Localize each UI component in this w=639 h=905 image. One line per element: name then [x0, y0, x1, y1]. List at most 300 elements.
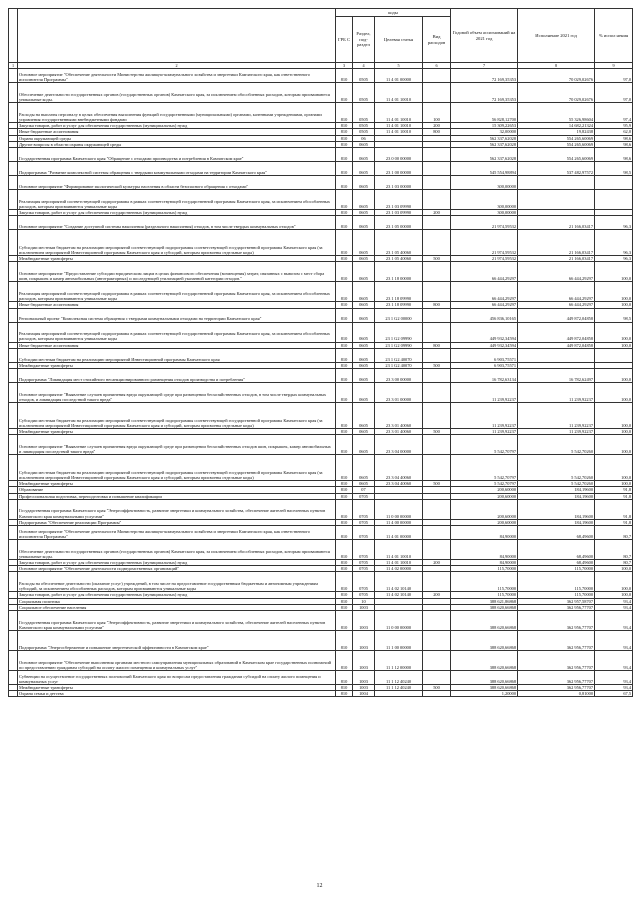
section-cell: 0705 [353, 519, 375, 525]
plan-amount-cell: 300,00000 [451, 210, 518, 216]
percent-cell: 97,4 [595, 103, 633, 123]
percent-cell: 93,4 [595, 671, 633, 685]
execution-amount-cell: 362 956,77707 [518, 685, 595, 691]
execution-amount-cell: 70 029,02676 [518, 69, 595, 83]
section-cell: 06 [353, 135, 375, 141]
expense-name-cell: Подпрограмма "Обеспечение реализации Программы" [18, 519, 336, 525]
percent-cell: 100,0 [595, 566, 633, 572]
execution-amount-cell: 5 542,70260 [518, 455, 595, 481]
expense-name-cell: Профессиональная подготовка, переподготовка и повышение квалификации [18, 493, 336, 499]
expense-name-cell: Иные бюджетные ассигнования [18, 342, 336, 348]
grbs-cell: 810 [336, 429, 353, 435]
section-cell: 0605 [353, 190, 375, 210]
percent-cell [595, 348, 633, 362]
expense-name-cell: Основное мероприятие "Формирование экологической культуры населения в области безопасного обращения с отходами" [18, 176, 336, 190]
expense-name-cell: Иные бюджетные ассигнования [18, 302, 336, 308]
expense-name-cell: Основное мероприятие "Предоставление субсидии юридическим лицам в целях финансового обеспечения (возмещения) затрат, связанных с вывозом с мест сбора шин, покрышек и камер автомобильных (автотракторных) и последующей утилизацией указанной категории отходов." [18, 262, 336, 282]
grbs-cell: 810 [336, 691, 353, 697]
expense-name-cell: Межбюджетные трансферты [18, 256, 336, 262]
expense-type-cell [423, 262, 451, 282]
grbs-cell: 810 [336, 302, 353, 308]
table-row [9, 691, 633, 697]
expense-type-cell: 500 [423, 685, 451, 691]
table-row [9, 526, 633, 540]
expense-type-cell: 100 [423, 103, 451, 123]
section-cell: 0705 [353, 540, 375, 560]
execution-amount-cell: 5 542,70260 [518, 435, 595, 455]
percent-cell: 80,7 [595, 526, 633, 540]
plan-amount-cell: 66 444,29297 [451, 302, 518, 308]
percent-cell: 100,0 [595, 572, 633, 592]
table-row [9, 216, 633, 230]
percent-cell: 93,4 [595, 631, 633, 651]
execution-amount-cell: 68,49600 [518, 526, 595, 540]
plan-amount-cell: 11 239,92237 [451, 403, 518, 429]
section-cell: 0605 [353, 322, 375, 342]
target-article-cell: 23 1 18 09990 [375, 302, 423, 308]
section-cell: 0605 [353, 481, 375, 487]
execution-amount-cell: 184,19600 [518, 487, 595, 493]
grbs-cell: 810 [336, 148, 353, 162]
execution-amount-cell: 362 956,77707 [518, 611, 595, 631]
grbs-cell: 810 [336, 631, 353, 651]
expense-name-cell: Обеспечение деятельности государственных органов (государственных органов) Камчатского края, за исключением обособленных расходов, которым присваиваются уникальные коды. [18, 540, 336, 560]
plan-amount-cell: 562 337,62028 [451, 135, 518, 141]
row-index-cell [9, 148, 18, 162]
expense-name-cell: Подпрограмма "Энергосбережение и повышение энергетической эффективности в Камчатском крае" [18, 631, 336, 651]
expense-name-cell: Межбюджетные трансферты [18, 362, 336, 368]
expense-name-cell: Охрана окружающей среды [18, 135, 336, 141]
plan-amount-cell: 388 620,66868 [451, 685, 518, 691]
percent-cell: 96,3 [595, 216, 633, 230]
plan-amount-cell: 72 169,35353 [451, 69, 518, 83]
target-article-cell: 11 4 02 10140 [375, 572, 423, 592]
row-index-cell [9, 83, 18, 103]
expense-type-cell [423, 671, 451, 685]
section-cell: 0605 [353, 362, 375, 368]
grbs-cell: 810 [336, 103, 353, 123]
grbs-cell: 810 [336, 69, 353, 83]
section-cell: 0605 [353, 256, 375, 262]
execution-amount-cell: 554 265,60069 [518, 141, 595, 147]
execution-amount-cell: 66 444,29297 [518, 282, 595, 302]
grbs-cell: 810 [336, 190, 353, 210]
percent-cell: 93,4 [595, 611, 633, 631]
target-article-cell: 23 3 01 00000 [375, 383, 423, 403]
section-cell: 0705 [353, 493, 375, 499]
section-cell: 0605 [353, 216, 375, 230]
expense-type-cell [423, 435, 451, 455]
expense-type-cell [423, 383, 451, 403]
section-cell: 0705 [353, 526, 375, 540]
execution-amount-cell: 0,81000 [518, 691, 595, 697]
header-type: Вид расходов [423, 17, 451, 63]
expense-type-cell: 500 [423, 362, 451, 368]
percent-cell: 100,0 [595, 481, 633, 487]
execution-amount-cell: 68,49600 [518, 540, 595, 560]
row-index-cell [9, 176, 18, 190]
grbs-cell: 810 [336, 604, 353, 610]
percent-cell: 93,4 [595, 604, 633, 610]
expense-type-cell: 200 [423, 210, 451, 216]
expense-name-cell: Основное мероприятие "Выявление случаев причинения вреда окружающей среде при размещении бесхозяйственных отходов шин, покрышек, камер автомобильных и ликвидация последствий такого вреда" [18, 435, 336, 455]
row-index-cell [9, 216, 18, 230]
section-cell: 0705 [353, 572, 375, 592]
plan-amount-cell: 388 621,86868 [451, 598, 518, 604]
section-cell: 0605 [353, 210, 375, 216]
execution-amount-cell: 362 956,77707 [518, 651, 595, 671]
section-cell: 0605 [353, 429, 375, 435]
percent-cell: 91,8 [595, 499, 633, 519]
execution-amount-cell: 66 444,29297 [518, 302, 595, 308]
expense-type-cell [423, 148, 451, 162]
expense-name-cell: Реализация мероприятий соответствующей подпрограммы в рамках соответствующей государственной программы Камчатского края, за исключением обособленных расходов, которым присваиваются уникальные коды [18, 322, 336, 342]
section-cell: 0505 [353, 83, 375, 103]
percent-cell: 100,0 [595, 383, 633, 403]
expense-name-cell: Социальное обеспечение населения [18, 604, 336, 610]
plan-amount-cell: 388 620,66868 [451, 671, 518, 685]
section-cell: 1003 [353, 611, 375, 631]
table-row [9, 308, 633, 322]
execution-amount-cell: 19,82438 [518, 129, 595, 135]
plan-amount-cell: 5 542,70797 [451, 481, 518, 487]
expense-name-cell: Субсидии местным бюджетам на реализацию мероприятий соответствующей подпрограммы соответствующей государственной программы Камчатского края (за исключением мероприятий Инвестиционной программы Камчатского края и субсидий, которым присвоены отдельные коды) [18, 403, 336, 429]
header-pct: % испол нения [595, 9, 633, 63]
target-article-cell: 23 1 G2 09990 [375, 322, 423, 342]
target-article-cell: 11 4 01 10010 [375, 123, 423, 129]
expense-name-cell: Расходы на выплаты персоналу в целях обеспечения выполнения функций государственными (муниципальными) органами, казенными учреждениями, органами управления государственными внебюджетными фондами [18, 103, 336, 123]
plan-amount-cell: 388 620,66868 [451, 651, 518, 671]
grbs-cell: 810 [336, 322, 353, 342]
grbs-cell: 810 [336, 308, 353, 322]
section-cell: 1003 [353, 651, 375, 671]
plan-amount-cell: 32,00000 [451, 129, 518, 135]
grbs-cell: 810 [336, 499, 353, 519]
expense-type-cell [423, 230, 451, 256]
expense-type-cell [423, 651, 451, 671]
row-index-cell [9, 403, 18, 429]
percent-cell: 98,6 [595, 135, 633, 141]
expense-name-cell: Основное мероприятие "Обеспечение деятельности Министерства жилищно-коммунального хозяйства и энергетики Камчатского края, как ответственного исполнителя Программы" [18, 526, 336, 540]
expense-type-cell [423, 526, 451, 540]
expense-type-cell [423, 455, 451, 481]
header-plan: Годовой объем ассигнований на 2021 год [451, 9, 518, 63]
plan-amount-cell: 388 620,66868 [451, 611, 518, 631]
expense-type-cell: 800 [423, 129, 451, 135]
expense-type-cell [423, 631, 451, 651]
col-number: 3 [336, 63, 353, 69]
row-index-cell [9, 455, 18, 481]
expense-name-cell: Государственная программа Камчатского края "Энергоэффективность, развитие энергетики и коммунального хозяйства, обеспечение жителей населенных пунктов Камчатского края коммунальными услугами" [18, 611, 336, 631]
expense-type-cell: 500 [423, 256, 451, 262]
execution-amount-cell: 5 542,70260 [518, 481, 595, 487]
target-article-cell [375, 691, 423, 697]
target-article-cell: 11 0 00 00000 [375, 499, 423, 519]
plan-amount-cell: 66 444,29297 [451, 262, 518, 282]
grbs-cell: 810 [336, 487, 353, 493]
plan-amount-cell: 456 836,10165 [451, 308, 518, 322]
table-row [9, 176, 633, 190]
plan-amount-cell: 11 239,92237 [451, 383, 518, 403]
plan-amount-cell: 115,70000 [451, 572, 518, 592]
plan-amount-cell: 11 239,92237 [451, 429, 518, 435]
grbs-cell: 810 [336, 216, 353, 230]
grbs-cell: 810 [336, 230, 353, 256]
section-cell: 0705 [353, 499, 375, 519]
execution-amount-cell: 537 482,97572 [518, 162, 595, 176]
execution-amount-cell: 449 872,04858 [518, 342, 595, 348]
expense-name-cell: Региональный проект "Комплексная система обращения с твердыми коммунальными отходами на территории Камчатского края" [18, 308, 336, 322]
expense-name-cell: Иные бюджетные ассигнования [18, 129, 336, 135]
table-row [9, 403, 633, 429]
grbs-cell: 810 [336, 685, 353, 691]
target-article-cell: 23 3 04 40060 [375, 481, 423, 487]
row-index-cell [9, 383, 18, 403]
execution-amount-cell: 362 956,77707 [518, 604, 595, 610]
plan-amount-cell: 200,60000 [451, 519, 518, 525]
target-article-cell: 23 1 G2 09990 [375, 342, 423, 348]
expense-type-cell [423, 322, 451, 342]
expense-type-cell [423, 403, 451, 429]
expense-name-cell: Закупка товаров, работ и услуг для обеспечения государственных (муниципальных) нужд [18, 123, 336, 129]
target-article-cell: 23 3 04 40060 [375, 455, 423, 481]
expense-type-cell [423, 691, 451, 697]
table-row [9, 348, 633, 362]
grbs-cell: 810 [336, 493, 353, 499]
target-article-cell: 23 0 00 00000 [375, 148, 423, 162]
row-index-cell [9, 262, 18, 282]
percent-cell: 100,0 [595, 342, 633, 348]
section-cell: 0505 [353, 103, 375, 123]
section-cell: 0705 [353, 560, 375, 566]
table-row [9, 282, 633, 302]
expense-name-cell: Субсидии местным бюджетам на реализацию мероприятий соответствующей подпрограммы соответствующей государственной программы Камчатского края (за исключением мероприятий Инвестиционной программы Камчатского края и субсидий, которым присвоены отдельные коды) [18, 455, 336, 481]
section-cell: 0605 [353, 262, 375, 282]
execution-amount-cell: 115,70000 [518, 572, 595, 592]
col-number: 1 [9, 63, 18, 69]
expense-name-cell: Межбюджетные трансферты [18, 429, 336, 435]
section-cell: 0605 [353, 282, 375, 302]
expense-name-cell: Межбюджетные трансферты [18, 685, 336, 691]
expense-name-cell: Межбюджетные трансферты [18, 481, 336, 487]
expense-name-cell: Основное мероприятие "Обеспечение деятельности подведомственных организаций" [18, 566, 336, 572]
table-row [9, 631, 633, 651]
table-row [9, 383, 633, 403]
section-cell: 1004 [353, 691, 375, 697]
expense-type-cell [423, 190, 451, 210]
grbs-cell: 810 [336, 83, 353, 103]
plan-amount-cell: 16 782,63134 [451, 369, 518, 383]
percent-cell: 97,0 [595, 83, 633, 103]
section-cell: 0605 [353, 342, 375, 348]
section-cell: 0605 [353, 348, 375, 362]
grbs-cell: 810 [336, 256, 353, 262]
percent-cell [595, 190, 633, 210]
table-row [9, 499, 633, 519]
grbs-cell: 810 [336, 383, 353, 403]
table-row [9, 322, 633, 342]
col-number: 2 [18, 63, 336, 69]
percent-cell: 95,9 [595, 123, 633, 129]
header-codes-group: коды [336, 9, 451, 17]
grbs-cell: 810 [336, 262, 353, 282]
grbs-cell: 810 [336, 455, 353, 481]
table-row [9, 162, 633, 176]
table-row [9, 611, 633, 631]
execution-amount-cell [518, 176, 595, 190]
grbs-cell: 810 [336, 481, 353, 487]
table-row [9, 435, 633, 455]
expense-name-cell: Обеспечение деятельности государственных органов (государственных органов) Камчатского края, за исключением обособленных расходов, которым присваиваются уникальные коды. [18, 83, 336, 103]
percent-cell: 100,0 [595, 592, 633, 598]
expense-type-cell [423, 83, 451, 103]
target-article-cell: 23 1 18 00000 [375, 262, 423, 282]
row-index-cell [9, 322, 18, 342]
target-article-cell: 23 1 05 40060 [375, 256, 423, 262]
table-row [9, 572, 633, 592]
percent-cell: 67,5 [595, 691, 633, 697]
section-cell: 07 [353, 487, 375, 493]
section-cell: 0605 [353, 162, 375, 176]
plan-amount-cell: 545 554,98894 [451, 162, 518, 176]
execution-amount-cell [518, 190, 595, 210]
plan-amount-cell: 115,70000 [451, 566, 518, 572]
execution-amount-cell: 184,19600 [518, 499, 595, 519]
execution-amount-cell: 21 166,03417 [518, 230, 595, 256]
section-cell: 0605 [353, 141, 375, 147]
expense-name-cell: Подпрограмма "Ликвидация мест стихийного несанкционированного размещения отходов производства и потребления" [18, 369, 336, 383]
expense-type-cell [423, 540, 451, 560]
row-index-cell [9, 691, 18, 697]
table-row [9, 83, 633, 103]
row-index-cell [9, 540, 18, 560]
grbs-cell: 810 [336, 651, 353, 671]
col-number: 7 [451, 63, 518, 69]
col-number: 9 [595, 63, 633, 69]
table-row [9, 651, 633, 671]
percent-cell: 91,8 [595, 519, 633, 525]
execution-amount-cell: 554 265,60069 [518, 135, 595, 141]
percent-cell: 96,3 [595, 256, 633, 262]
plan-amount-cell: 388 620,66868 [451, 631, 518, 651]
percent-cell: 93,4 [595, 685, 633, 691]
plan-amount-cell: 6 903,75571 [451, 362, 518, 368]
header-target: Целевая статья [375, 17, 423, 63]
expense-name-cell: Государственная программа Камчатского края "Энергоэффективность, развитие энергетики и коммунального хозяйства, обеспечение жителей населенных пунктов Камчатского края коммунальными услугами" [18, 499, 336, 519]
expense-name-cell: Субсидии местным бюджетам на реализацию мероприятий соответствующей подпрограммы соответствующей государственной программы Камчатского края (за исключением мероприятий Инвестиционной программы Камчатского края и субсидий, которым присвоены отдельные коды) [18, 230, 336, 256]
grbs-cell: 810 [336, 123, 353, 129]
target-article-cell: 11 4 01 10010 [375, 540, 423, 560]
percent-cell: 100,0 [595, 302, 633, 308]
percent-cell: 100,0 [595, 262, 633, 282]
target-article-cell: 11 4 01 10010 [375, 103, 423, 123]
section-cell: 0705 [353, 566, 375, 572]
percent-cell: 100,0 [595, 455, 633, 481]
expense-name-cell: Охрана семьи и детства [18, 691, 336, 697]
target-article-cell: 23 1 00 00000 [375, 162, 423, 176]
row-index-cell [9, 435, 18, 455]
expense-type-cell [423, 369, 451, 383]
execution-amount-cell: 184,19600 [518, 493, 595, 499]
execution-amount-cell: 449 872,04858 [518, 308, 595, 322]
execution-amount-cell: 362 956,77707 [518, 671, 595, 685]
table-row [9, 540, 633, 560]
expense-type-cell [423, 282, 451, 302]
execution-amount-cell [518, 348, 595, 362]
percent-cell: 80,7 [595, 540, 633, 560]
percent-cell: 93,4 [595, 651, 633, 671]
expense-type-cell [423, 611, 451, 631]
expense-name-cell: Подпрограмма "Развитие комплексной системы обращения с твердыми коммунальными отходами на территории Камчатского края" [18, 162, 336, 176]
plan-amount-cell: 21 974,59532 [451, 230, 518, 256]
col-number: 4 [353, 63, 375, 69]
expense-type-cell [423, 176, 451, 190]
grbs-cell: 810 [336, 540, 353, 560]
target-article-cell: 11 1 12 00000 [375, 651, 423, 671]
plan-amount-cell: 56 828,12700 [451, 103, 518, 123]
expense-name-cell: Расходы на обеспечение деятельности (оказание услуг) учреждений, в том числе на предоставление государственным бюджетным и автономным учреждениям субсидий, за исключением обособленных расходов, которым присваиваются уникальные коды [18, 572, 336, 592]
percent-cell: 100,0 [595, 429, 633, 435]
row-index-cell [9, 572, 18, 592]
row-index-cell [9, 651, 18, 671]
target-article-cell: 11 1 12 40240 [375, 671, 423, 685]
plan-amount-cell: 66 444,29297 [451, 282, 518, 302]
expense-name-cell: Закупка товаров, работ и услуг для обеспечения государственных (муниципальных) нужд [18, 592, 336, 598]
target-article-cell: 23 1 G2 00000 [375, 308, 423, 322]
execution-amount-cell: 11 239,92237 [518, 383, 595, 403]
table-row [9, 671, 633, 685]
grbs-cell: 810 [336, 560, 353, 566]
table-row [9, 103, 633, 123]
expense-type-cell [423, 216, 451, 230]
section-cell: 1003 [353, 604, 375, 610]
expense-type-cell [423, 162, 451, 176]
percent-cell: 91,8 [595, 493, 633, 499]
expense-type-cell: 200 [423, 560, 451, 566]
percent-cell: 100,0 [595, 322, 633, 342]
execution-amount-cell: 449 872,04858 [518, 322, 595, 342]
target-article-cell: 11 4 02 00000 [375, 566, 423, 572]
plan-amount-cell: 84,90000 [451, 526, 518, 540]
expense-name-cell: Другие вопросы в области охраны окружающей среды [18, 141, 336, 147]
header-exec: Исполнение 2021 год [518, 9, 595, 63]
target-article-cell: 23 3 00 00000 [375, 369, 423, 383]
section-cell: 0505 [353, 123, 375, 129]
target-article-cell: 11 4 00 00000 [375, 519, 423, 525]
section-cell: 0505 [353, 129, 375, 135]
table-row [9, 148, 633, 162]
target-article-cell: 11 0 00 00000 [375, 611, 423, 631]
execution-amount-cell: 362 956,77707 [518, 631, 595, 651]
page-number: 12 [316, 883, 323, 889]
execution-amount-cell: 21 166,03417 [518, 216, 595, 230]
row-index-cell [9, 190, 18, 210]
grbs-cell: 810 [336, 435, 353, 455]
percent-cell: 100,0 [595, 403, 633, 429]
grbs-cell: 810 [336, 598, 353, 604]
grbs-cell: 810 [336, 141, 353, 147]
plan-amount-cell: 115,70000 [451, 592, 518, 598]
section-cell: 0605 [353, 308, 375, 322]
grbs-cell: 810 [336, 592, 353, 598]
percent-cell: 100,0 [595, 435, 633, 455]
section-cell: 0505 [353, 69, 375, 83]
expense-type-cell [423, 69, 451, 83]
expense-name-cell: Государственная программа Камчатского края "Обращение с отходами производства и потребления в Камчатском крае" [18, 148, 336, 162]
target-article-cell: 23 3 04 00000 [375, 435, 423, 455]
grbs-cell: 810 [336, 282, 353, 302]
expense-name-cell: Основное мероприятие "Обеспечение деятельности Министерства жилищно-коммунального хозяйства и энергетики Камчатского края, как ответственного исполнителя Программы" [18, 69, 336, 83]
